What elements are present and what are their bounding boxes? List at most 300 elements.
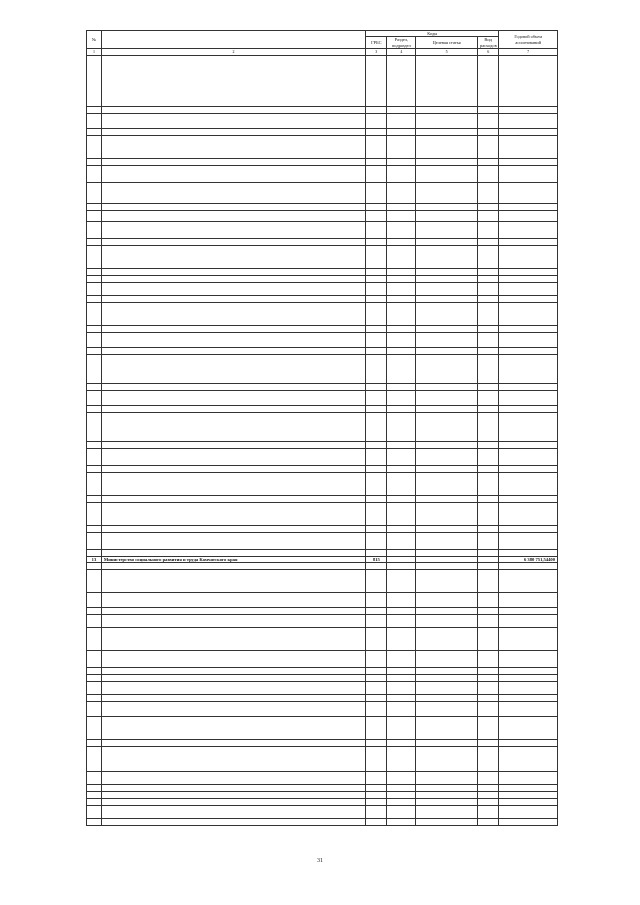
table-cell — [499, 182, 558, 203]
table-row — [87, 563, 558, 570]
table-cell — [87, 390, 102, 405]
table-cell — [478, 785, 499, 792]
table-row — [87, 275, 558, 282]
table-cell — [387, 158, 416, 165]
table-cell — [87, 347, 102, 354]
table-cell — [499, 135, 558, 158]
table-cell — [387, 570, 416, 593]
table-cell — [416, 615, 478, 628]
table-cell — [416, 819, 478, 826]
table-cell — [478, 275, 499, 282]
table-cell — [101, 740, 365, 747]
table-row — [87, 549, 558, 556]
table-cell — [478, 135, 499, 158]
table-cell — [387, 441, 416, 448]
table-cell — [101, 55, 365, 106]
header-name — [101, 31, 365, 49]
table-cell — [499, 792, 558, 799]
table-cell — [366, 465, 387, 472]
table-cell — [87, 651, 102, 668]
table-cell — [366, 472, 387, 495]
table-cell — [416, 275, 478, 282]
table-cell — [101, 275, 365, 282]
table-cell — [478, 608, 499, 615]
table-cell — [478, 295, 499, 302]
table-row — [87, 441, 558, 448]
table-cell — [87, 238, 102, 245]
table-cell — [101, 593, 365, 608]
table-cell — [478, 412, 499, 441]
table-cell — [366, 502, 387, 525]
table-cell — [366, 772, 387, 785]
table-cell — [87, 593, 102, 608]
table-cell — [416, 203, 478, 210]
table-cell — [387, 593, 416, 608]
table-cell — [87, 502, 102, 525]
table-cell — [499, 682, 558, 695]
table-cell — [416, 210, 478, 221]
table-row — [87, 668, 558, 675]
table-cell — [499, 245, 558, 268]
table-cell — [387, 275, 416, 282]
table-cell — [478, 182, 499, 203]
table-cell — [87, 702, 102, 717]
table-cell — [366, 563, 387, 570]
table-cell — [387, 135, 416, 158]
table-cell — [87, 819, 102, 826]
table-cell — [366, 135, 387, 158]
table-cell — [101, 448, 365, 465]
table-cell — [478, 772, 499, 785]
table-cell — [499, 347, 558, 354]
table-cell — [416, 792, 478, 799]
table-cell — [87, 302, 102, 325]
section-name: Министерство социального развития и труда Камчатского края — [101, 556, 365, 562]
table-cell — [387, 532, 416, 549]
table-cell — [499, 441, 558, 448]
table-row — [87, 792, 558, 799]
table-cell — [499, 448, 558, 465]
table-cell — [366, 165, 387, 182]
table-cell — [366, 347, 387, 354]
table-cell — [101, 549, 365, 556]
table-cell — [101, 668, 365, 675]
table-row — [87, 472, 558, 495]
table-cell — [87, 785, 102, 792]
table-cell — [101, 819, 365, 826]
budget-allocation-table — [86, 30, 558, 826]
table-cell — [499, 165, 558, 182]
table-cell — [101, 182, 365, 203]
table-cell — [366, 383, 387, 390]
table-cell — [416, 668, 478, 675]
table-cell — [366, 615, 387, 628]
table-cell — [478, 55, 499, 106]
table-cell — [478, 651, 499, 668]
table-cell — [416, 325, 478, 332]
header-amount: Годовой объем ассигнований — [499, 31, 558, 49]
table-cell — [416, 268, 478, 275]
table-cell — [366, 792, 387, 799]
table-cell — [499, 295, 558, 302]
table-cell — [387, 549, 416, 556]
table-cell — [478, 682, 499, 695]
table-cell — [478, 717, 499, 740]
table-cell — [366, 682, 387, 695]
table-cell — [499, 593, 558, 608]
table-cell — [366, 441, 387, 448]
table-cell — [478, 549, 499, 556]
table-cell — [87, 799, 102, 806]
table-cell — [499, 158, 558, 165]
table-cell — [101, 563, 365, 570]
table-cell — [87, 332, 102, 347]
table-row — [87, 210, 558, 221]
table-cell — [87, 383, 102, 390]
table-cell — [366, 525, 387, 532]
table-cell — [87, 295, 102, 302]
table-cell — [87, 740, 102, 747]
table-cell — [87, 441, 102, 448]
table-cell — [416, 354, 478, 383]
table-cell — [87, 182, 102, 203]
table-row — [87, 593, 558, 608]
table-cell — [478, 495, 499, 502]
table-cell — [87, 128, 102, 135]
header-grbs: ГРБС — [366, 37, 387, 49]
table-cell — [478, 532, 499, 549]
col-number: 6 — [478, 49, 499, 55]
table-cell — [499, 465, 558, 472]
table-cell — [499, 238, 558, 245]
section-amount: 6 380 751,54400 — [499, 556, 558, 562]
table-cell — [499, 563, 558, 570]
table-row — [87, 268, 558, 275]
page-number: 31 — [317, 858, 323, 864]
table-cell — [387, 717, 416, 740]
table-cell — [499, 275, 558, 282]
table-row — [87, 675, 558, 682]
table-cell — [387, 502, 416, 525]
table-cell — [499, 651, 558, 668]
table-cell — [366, 740, 387, 747]
table-cell — [416, 282, 478, 295]
table-row — [87, 325, 558, 332]
table-cell — [366, 113, 387, 128]
table-cell — [499, 383, 558, 390]
table-cell — [387, 448, 416, 465]
table-cell — [387, 747, 416, 772]
table-cell — [101, 354, 365, 383]
table-cell — [101, 106, 365, 113]
table-cell — [366, 390, 387, 405]
table-cell — [478, 799, 499, 806]
table-cell — [87, 628, 102, 651]
table-cell — [101, 747, 365, 772]
table-row — [87, 106, 558, 113]
table-cell — [478, 525, 499, 532]
table-cell — [499, 628, 558, 651]
table-cell — [366, 593, 387, 608]
table-cell — [387, 238, 416, 245]
table-cell — [101, 651, 365, 668]
table-cell — [416, 608, 478, 615]
table-cell — [387, 268, 416, 275]
table-cell — [478, 819, 499, 826]
table-cell — [101, 702, 365, 717]
table-cell — [499, 675, 558, 682]
table-cell — [366, 245, 387, 268]
table-cell — [87, 165, 102, 182]
table-cell — [366, 275, 387, 282]
table-cell — [478, 806, 499, 819]
table-cell — [499, 532, 558, 549]
header-section: Раздел, подраздел — [387, 37, 416, 49]
table-cell — [478, 472, 499, 495]
table-cell — [101, 682, 365, 695]
table-cell — [499, 549, 558, 556]
table-row — [87, 135, 558, 158]
table-cell — [101, 472, 365, 495]
table-cell — [478, 465, 499, 472]
table-cell — [366, 354, 387, 383]
table-cell — [101, 717, 365, 740]
table-cell — [366, 799, 387, 806]
table-cell — [387, 412, 416, 441]
table-cell — [101, 203, 365, 210]
table-cell — [499, 325, 558, 332]
table-cell — [478, 158, 499, 165]
table-cell — [101, 695, 365, 702]
table-cell — [416, 682, 478, 695]
table-cell — [416, 405, 478, 412]
table-cell — [499, 502, 558, 525]
table-cell — [478, 405, 499, 412]
table-cell — [101, 210, 365, 221]
table-rows-after-section — [87, 563, 558, 826]
table-cell — [366, 695, 387, 702]
table-cell — [499, 615, 558, 628]
table-cell — [87, 532, 102, 549]
table-row — [87, 747, 558, 772]
table-cell — [387, 55, 416, 106]
table-cell — [499, 772, 558, 785]
table-cell — [101, 525, 365, 532]
table-cell — [499, 128, 558, 135]
table-cell — [101, 302, 365, 325]
table-row — [87, 628, 558, 651]
table-cell — [416, 628, 478, 651]
table-cell — [478, 332, 499, 347]
table-cell — [87, 55, 102, 106]
header-codes: Коды — [366, 31, 499, 37]
table-cell — [101, 412, 365, 441]
table-cell — [87, 282, 102, 295]
table-cell — [101, 405, 365, 412]
table-row — [87, 785, 558, 792]
table-cell — [387, 128, 416, 135]
table-row — [87, 495, 558, 502]
table-cell — [87, 668, 102, 675]
table-cell — [101, 268, 365, 275]
table-cell — [366, 106, 387, 113]
table-cell — [416, 165, 478, 182]
table-cell — [101, 135, 365, 158]
table-cell — [416, 390, 478, 405]
table-cell — [416, 302, 478, 325]
table-cell — [499, 806, 558, 819]
table-cell — [416, 502, 478, 525]
table-row — [87, 405, 558, 412]
table-cell — [478, 792, 499, 799]
table-cell — [499, 203, 558, 210]
table-cell — [478, 106, 499, 113]
table-cell — [478, 668, 499, 675]
table-row — [87, 383, 558, 390]
table-cell — [87, 354, 102, 383]
table-cell — [366, 405, 387, 412]
table-cell — [87, 221, 102, 238]
table-cell — [366, 282, 387, 295]
table-cell — [87, 675, 102, 682]
col-number: 1 — [87, 49, 102, 55]
table-cell — [478, 390, 499, 405]
table-cell — [101, 675, 365, 682]
table-cell — [478, 128, 499, 135]
table-cell — [101, 615, 365, 628]
table-row — [87, 55, 558, 106]
table-rows-before-section — [87, 55, 558, 556]
table-row — [87, 182, 558, 203]
table-cell — [87, 203, 102, 210]
table-cell — [101, 158, 365, 165]
table-cell — [499, 221, 558, 238]
table-cell — [499, 390, 558, 405]
table-cell — [366, 182, 387, 203]
table-row — [87, 245, 558, 268]
table-cell — [478, 282, 499, 295]
table-cell — [499, 785, 558, 792]
table-cell — [387, 563, 416, 570]
table-cell — [87, 772, 102, 785]
col-number: 7 — [499, 49, 558, 55]
table-cell — [366, 158, 387, 165]
table-cell — [387, 113, 416, 128]
table-cell — [387, 651, 416, 668]
table-cell — [101, 495, 365, 502]
table-cell — [478, 354, 499, 383]
table-cell — [101, 347, 365, 354]
table-cell — [366, 675, 387, 682]
table-cell — [416, 799, 478, 806]
table-row — [87, 221, 558, 238]
col-number: 4 — [387, 49, 416, 55]
table-row — [87, 502, 558, 525]
table-cell — [101, 282, 365, 295]
table-cell — [478, 441, 499, 448]
table-cell — [101, 165, 365, 182]
table-row — [87, 608, 558, 615]
table-cell — [101, 785, 365, 792]
table-cell — [87, 210, 102, 221]
table-cell — [101, 325, 365, 332]
table-cell — [101, 532, 365, 549]
table-row — [87, 682, 558, 695]
table-cell — [416, 55, 478, 106]
table-cell — [416, 295, 478, 302]
table-cell — [478, 238, 499, 245]
table-cell — [416, 806, 478, 819]
table-cell — [87, 412, 102, 441]
table-cell — [416, 383, 478, 390]
table-cell — [499, 55, 558, 106]
table-cell — [499, 747, 558, 772]
table-cell — [478, 502, 499, 525]
table-cell — [478, 165, 499, 182]
table-cell — [387, 245, 416, 268]
table-cell — [101, 128, 365, 135]
table-cell — [387, 106, 416, 113]
table-cell — [478, 675, 499, 682]
table-cell — [387, 354, 416, 383]
table-row — [87, 465, 558, 472]
table-cell — [366, 128, 387, 135]
table-cell — [87, 106, 102, 113]
table-cell — [366, 295, 387, 302]
table-cell — [87, 570, 102, 593]
table-cell — [387, 282, 416, 295]
table-cell — [101, 383, 365, 390]
table-cell — [499, 405, 558, 412]
table-cell — [87, 465, 102, 472]
table-row — [87, 295, 558, 302]
table-row — [87, 615, 558, 628]
table-cell — [416, 563, 478, 570]
header-target: Целевая статья — [416, 37, 478, 49]
table-cell — [499, 354, 558, 383]
table-cell — [87, 717, 102, 740]
table-cell — [366, 549, 387, 556]
table-cell — [478, 383, 499, 390]
table-cell — [416, 593, 478, 608]
table-cell — [416, 128, 478, 135]
header-expense: Вид расходов — [478, 37, 499, 49]
table-cell — [366, 532, 387, 549]
table-cell — [387, 740, 416, 747]
table-row — [87, 158, 558, 165]
table-cell — [366, 668, 387, 675]
table-cell — [499, 332, 558, 347]
table-cell — [478, 695, 499, 702]
table-cell — [416, 221, 478, 238]
table-cell — [478, 302, 499, 325]
table-cell — [366, 332, 387, 347]
table-cell — [387, 785, 416, 792]
table-row — [87, 819, 558, 826]
table-cell — [101, 113, 365, 128]
table-row — [87, 113, 558, 128]
table-cell — [478, 347, 499, 354]
table-cell — [87, 245, 102, 268]
table-cell — [387, 465, 416, 472]
table-cell — [416, 182, 478, 203]
section-grbs: 815 — [366, 556, 387, 562]
table-cell — [387, 772, 416, 785]
table-cell — [366, 302, 387, 325]
table-cell — [416, 570, 478, 593]
table-row — [87, 532, 558, 549]
table-cell — [366, 325, 387, 332]
